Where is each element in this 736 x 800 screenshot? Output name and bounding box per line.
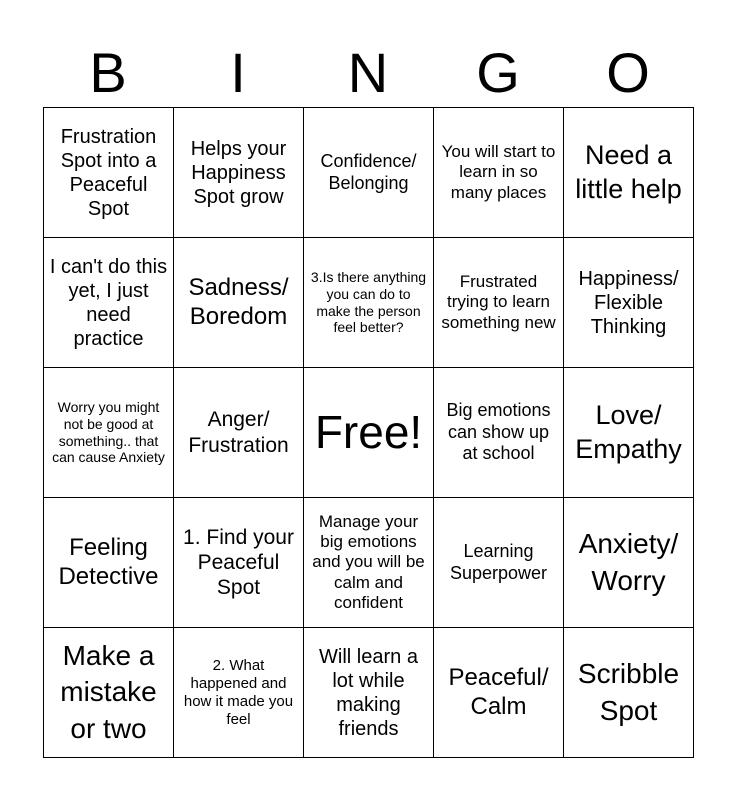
bingo-cell: Need a little help bbox=[564, 108, 694, 238]
header-letter-n: N bbox=[347, 41, 389, 104]
bingo-cell: Big emotions can show up at school bbox=[434, 368, 564, 498]
bingo-cell: Peaceful/ Calm bbox=[434, 628, 564, 758]
bingo-cell: Sadness/ Boredom bbox=[174, 238, 304, 368]
bingo-cell: Manage your big emotions and you will be calm and confident bbox=[304, 498, 434, 628]
bingo-cell: Make a mistake or two bbox=[44, 628, 174, 758]
bingo-cell: Anger/ Frustration bbox=[174, 368, 304, 498]
bingo-cell: Will learn a lot while making friends bbox=[304, 628, 434, 758]
bingo-header bbox=[43, 40, 693, 106]
bingo-cell: Feeling Detective bbox=[44, 498, 174, 628]
header-letter-o: O bbox=[606, 41, 650, 104]
bingo-cell: Frustration Spot into a Peaceful Spot bbox=[44, 108, 174, 238]
bingo-card-grid bbox=[43, 107, 694, 758]
bingo-cell: I can't do this yet, I just need practice bbox=[44, 238, 174, 368]
header-letter-i: I bbox=[230, 41, 246, 104]
bingo-cell: 3.Is there anything you can do to make the person feel better? bbox=[304, 238, 434, 368]
bingo-cell: You will start to learn in so many places bbox=[434, 108, 564, 238]
bingo-cell: 2. What happened and how it made you feel bbox=[174, 628, 304, 758]
bingo-cell: Learning Superpower bbox=[434, 498, 564, 628]
bingo-cell: Confidence/ Belonging bbox=[304, 108, 434, 238]
header-letter-b: B bbox=[89, 41, 127, 104]
bingo-cell: Scribble Spot bbox=[564, 628, 694, 758]
bingo-cell: Helps your Happiness Spot grow bbox=[174, 108, 304, 238]
free-space: Free! bbox=[304, 368, 434, 498]
header-letter-g: G bbox=[476, 41, 520, 104]
bingo-cell: Frustrated trying to learn something new bbox=[434, 238, 564, 368]
bingo-cell: Love/ Empathy bbox=[564, 368, 694, 498]
bingo-cell: Happiness/ Flexible Thinking bbox=[564, 238, 694, 368]
bingo-cell: 1. Find your Peaceful Spot bbox=[174, 498, 304, 628]
bingo-cell: Worry you might not be good at something.. that can cause Anxiety bbox=[44, 368, 174, 498]
bingo-cell: Anxiety/ Worry bbox=[564, 498, 694, 628]
